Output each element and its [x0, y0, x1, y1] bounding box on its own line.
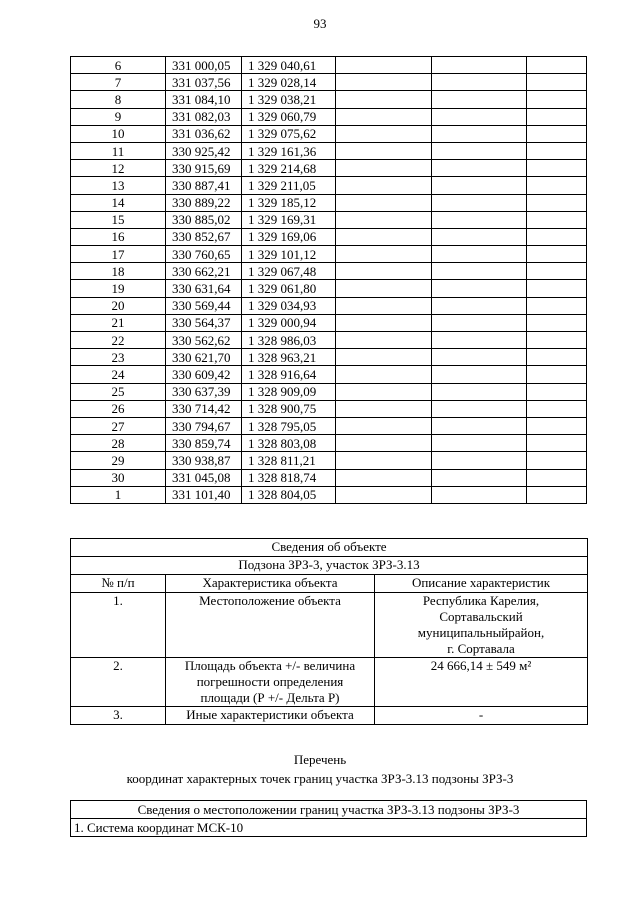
row-1-characteristic [166, 593, 375, 658]
y-coordinate: 1 329 038,21 [242, 91, 336, 108]
row-2-characteristic [166, 658, 375, 707]
point-number: 18 [71, 263, 166, 280]
y-coordinate: 1 328 909,09 [242, 383, 336, 400]
y-coordinate: 1 329 060,79 [242, 108, 336, 125]
x-coordinate: 330 889,22 [166, 194, 242, 211]
empty-cell [432, 486, 527, 503]
point-number: 26 [71, 400, 166, 417]
x-coordinate: 331 036,62 [166, 125, 242, 142]
point-number: 13 [71, 177, 166, 194]
point-number: 16 [71, 228, 166, 245]
empty-cell [336, 469, 432, 486]
y-coordinate: 1 328 963,21 [242, 349, 336, 366]
table-row [71, 125, 587, 142]
x-coordinate: 330 621,70 [166, 349, 242, 366]
y-coordinate: 1 328 916,64 [242, 366, 336, 383]
empty-cell [432, 280, 527, 297]
empty-cell [527, 246, 587, 263]
row-3-num: 3. [71, 707, 166, 725]
row-2-char-line: площади (Р +/- Дельта Р) [200, 690, 340, 705]
empty-cell [432, 263, 527, 280]
x-coordinate: 330 794,67 [166, 417, 242, 434]
y-coordinate: 1 329 169,31 [242, 211, 336, 228]
y-coordinate: 1 329 185,12 [242, 194, 336, 211]
x-coordinate: 330 609,42 [166, 366, 242, 383]
y-coordinate: 1 329 101,12 [242, 246, 336, 263]
y-coordinate: 1 329 161,36 [242, 142, 336, 159]
point-number: 11 [71, 142, 166, 159]
empty-cell [527, 74, 587, 91]
empty-cell [336, 142, 432, 159]
table-row [71, 469, 587, 486]
table-row [71, 160, 587, 177]
y-coordinate: 1 329 075,62 [242, 125, 336, 142]
y-coordinate: 1 328 804,05 [242, 486, 336, 503]
empty-cell [527, 486, 587, 503]
x-coordinate: 330 925,42 [166, 142, 242, 159]
y-coordinate: 1 329 028,14 [242, 74, 336, 91]
y-coordinate: 1 329 169,06 [242, 228, 336, 245]
x-coordinate: 331 082,03 [166, 108, 242, 125]
y-coordinate: 1 329 000,94 [242, 314, 336, 331]
point-number: 25 [71, 383, 166, 400]
point-number: 22 [71, 332, 166, 349]
y-coordinate: 1 328 811,21 [242, 452, 336, 469]
x-coordinate: 330 637,39 [166, 383, 242, 400]
empty-cell [432, 366, 527, 383]
table-row [71, 400, 587, 417]
row-3-desc-line: - [478, 707, 484, 722]
empty-cell [527, 160, 587, 177]
empty-cell [527, 125, 587, 142]
empty-cell [432, 177, 527, 194]
point-number: 28 [71, 435, 166, 452]
empty-cell [432, 246, 527, 263]
empty-cell [527, 417, 587, 434]
x-coordinate: 330 714,42 [166, 400, 242, 417]
empty-cell [432, 332, 527, 349]
empty-cell [432, 469, 527, 486]
row-1-char-line: Местоположение объекта [199, 593, 341, 608]
perechen-title: Перечень [293, 752, 347, 767]
empty-cell [432, 142, 527, 159]
empty-cell [432, 383, 527, 400]
empty-cell [527, 211, 587, 228]
empty-cell [432, 125, 527, 142]
x-coordinate: 330 760,65 [166, 246, 242, 263]
coordinate-system: 1. Система координат МСК-10 [71, 819, 587, 837]
table-row [71, 228, 587, 245]
empty-cell [527, 383, 587, 400]
point-number: 8 [71, 91, 166, 108]
empty-cell [527, 452, 587, 469]
empty-cell [336, 366, 432, 383]
row-1-desc-line: г. Сортавала [447, 641, 515, 656]
point-number: 19 [71, 280, 166, 297]
y-coordinate: 1 329 214,68 [242, 160, 336, 177]
table-row [71, 108, 587, 125]
row-1-desc-line: Республика Карелия, [422, 593, 540, 608]
x-coordinate: 330 564,37 [166, 314, 242, 331]
point-number: 9 [71, 108, 166, 125]
row-2-char-line: погрешности определения [196, 674, 344, 689]
y-coordinate: 1 329 211,05 [242, 177, 336, 194]
x-coordinate: 331 045,08 [166, 469, 242, 486]
point-number: 6 [71, 57, 166, 74]
row-1-num: 1. [71, 593, 166, 658]
empty-cell [527, 228, 587, 245]
point-number: 29 [71, 452, 166, 469]
location-title: Сведения о местоположении границ участка ЗРЗ-3.13 подзоны ЗРЗ-3 [71, 801, 587, 819]
row-2-num: 2. [71, 658, 166, 707]
table-row [71, 57, 587, 74]
x-coordinate: 330 885,02 [166, 211, 242, 228]
empty-cell [527, 332, 587, 349]
point-number: 20 [71, 297, 166, 314]
x-coordinate: 330 631,64 [166, 280, 242, 297]
coordinates-table [70, 56, 587, 504]
x-coordinate: 330 887,41 [166, 177, 242, 194]
empty-cell [336, 108, 432, 125]
y-coordinate: 1 329 061,80 [242, 280, 336, 297]
empty-cell [527, 108, 587, 125]
empty-cell [432, 452, 527, 469]
empty-cell [432, 74, 527, 91]
empty-cell [527, 297, 587, 314]
empty-cell [336, 263, 432, 280]
empty-cell [527, 469, 587, 486]
table-row [71, 366, 587, 383]
table-row [71, 211, 587, 228]
row-2-desc-line: 24 666,14 ± 549 м² [430, 658, 532, 673]
x-coordinate: 331 000,05 [166, 57, 242, 74]
empty-cell [336, 194, 432, 211]
empty-cell [432, 211, 527, 228]
empty-cell [336, 211, 432, 228]
x-coordinate: 331 084,10 [166, 91, 242, 108]
table-row [71, 417, 587, 434]
point-number: 1 [71, 486, 166, 503]
row-3-characteristic [166, 707, 375, 725]
empty-cell [336, 349, 432, 366]
empty-cell [336, 297, 432, 314]
table-row [71, 263, 587, 280]
table-row [71, 74, 587, 91]
x-coordinate: 330 569,44 [166, 297, 242, 314]
table-row [71, 297, 587, 314]
empty-cell [432, 435, 527, 452]
empty-cell [527, 435, 587, 452]
empty-cell [336, 74, 432, 91]
table-row [71, 314, 587, 331]
x-coordinate: 330 562,62 [166, 332, 242, 349]
point-number: 30 [71, 469, 166, 486]
row-1-desc-line: Сортавальский [439, 609, 523, 624]
empty-cell [336, 383, 432, 400]
empty-cell [336, 91, 432, 108]
empty-cell [527, 366, 587, 383]
table-row [71, 486, 587, 503]
table-row [71, 452, 587, 469]
empty-cell [336, 486, 432, 503]
empty-cell [336, 177, 432, 194]
table-row [71, 332, 587, 349]
empty-cell [336, 228, 432, 245]
empty-cell [432, 108, 527, 125]
point-number: 12 [71, 160, 166, 177]
empty-cell [527, 280, 587, 297]
empty-cell [432, 349, 527, 366]
y-coordinate: 1 328 818,74 [242, 469, 336, 486]
point-number: 15 [71, 211, 166, 228]
table-row [71, 177, 587, 194]
object-info-table [70, 538, 588, 725]
row-2-char-line: Площадь объекта +/- величина [184, 658, 356, 673]
empty-cell [432, 57, 527, 74]
x-coordinate: 331 037,56 [166, 74, 242, 91]
empty-cell [432, 400, 527, 417]
empty-cell [432, 91, 527, 108]
empty-cell [336, 400, 432, 417]
y-coordinate: 1 329 034,93 [242, 297, 336, 314]
point-number: 23 [71, 349, 166, 366]
y-coordinate: 1 329 040,61 [242, 57, 336, 74]
point-number: 27 [71, 417, 166, 434]
row-2-description [375, 658, 588, 707]
empty-cell [432, 417, 527, 434]
y-coordinate: 1 329 067,48 [242, 263, 336, 280]
empty-cell [432, 194, 527, 211]
header-description: Описание характеристик [375, 575, 588, 593]
empty-cell [336, 57, 432, 74]
empty-cell [527, 400, 587, 417]
empty-cell [336, 452, 432, 469]
table-row [71, 435, 587, 452]
empty-cell [336, 280, 432, 297]
x-coordinate: 330 852,67 [166, 228, 242, 245]
object-info-title: Сведения об объекте [71, 539, 588, 557]
empty-cell [527, 177, 587, 194]
table-row [71, 246, 587, 263]
table-row [71, 91, 587, 108]
row-3-char-line: Иные характеристики объекта [186, 707, 354, 722]
point-number: 17 [71, 246, 166, 263]
table-row [71, 383, 587, 400]
y-coordinate: 1 328 803,08 [242, 435, 336, 452]
empty-cell [527, 142, 587, 159]
y-coordinate: 1 328 986,03 [242, 332, 336, 349]
table-row [71, 194, 587, 211]
point-number: 7 [71, 74, 166, 91]
empty-cell [527, 91, 587, 108]
point-number: 14 [71, 194, 166, 211]
empty-cell [336, 417, 432, 434]
x-coordinate: 331 101,40 [166, 486, 242, 503]
header-num: № п/п [71, 575, 166, 593]
row-1-description [375, 593, 588, 658]
point-number: 10 [71, 125, 166, 142]
x-coordinate: 330 662,21 [166, 263, 242, 280]
empty-cell [527, 314, 587, 331]
empty-cell [527, 57, 587, 74]
empty-cell [336, 125, 432, 142]
table-row [71, 280, 587, 297]
table-row [71, 142, 587, 159]
empty-cell [527, 194, 587, 211]
row-3-description [375, 707, 588, 725]
empty-cell [336, 314, 432, 331]
y-coordinate: 1 328 795,05 [242, 417, 336, 434]
empty-cell [336, 160, 432, 177]
empty-cell [336, 246, 432, 263]
point-number: 21 [71, 314, 166, 331]
page-number: 93 [313, 16, 327, 31]
empty-cell [432, 297, 527, 314]
empty-cell [432, 314, 527, 331]
perechen-subtitle: координат характерных точек границ участка ЗРЗ-3.13 подзоны ЗРЗ-3 [126, 771, 514, 786]
row-1-desc-line: муниципальныйрайон, [417, 625, 545, 640]
empty-cell [432, 228, 527, 245]
empty-cell [336, 435, 432, 452]
x-coordinate: 330 915,69 [166, 160, 242, 177]
x-coordinate: 330 859,74 [166, 435, 242, 452]
x-coordinate: 330 938,87 [166, 452, 242, 469]
point-number: 24 [71, 366, 166, 383]
y-coordinate: 1 328 900,75 [242, 400, 336, 417]
header-characteristic: Характеристика объекта [166, 575, 375, 593]
table-row [71, 349, 587, 366]
object-info-subtitle: Подзона ЗРЗ-3, участок ЗРЗ-3.13 [71, 557, 588, 575]
empty-cell [527, 263, 587, 280]
empty-cell [336, 332, 432, 349]
location-table [70, 800, 587, 837]
empty-cell [432, 160, 527, 177]
perechen-heading [0, 750, 640, 788]
empty-cell [527, 349, 587, 366]
